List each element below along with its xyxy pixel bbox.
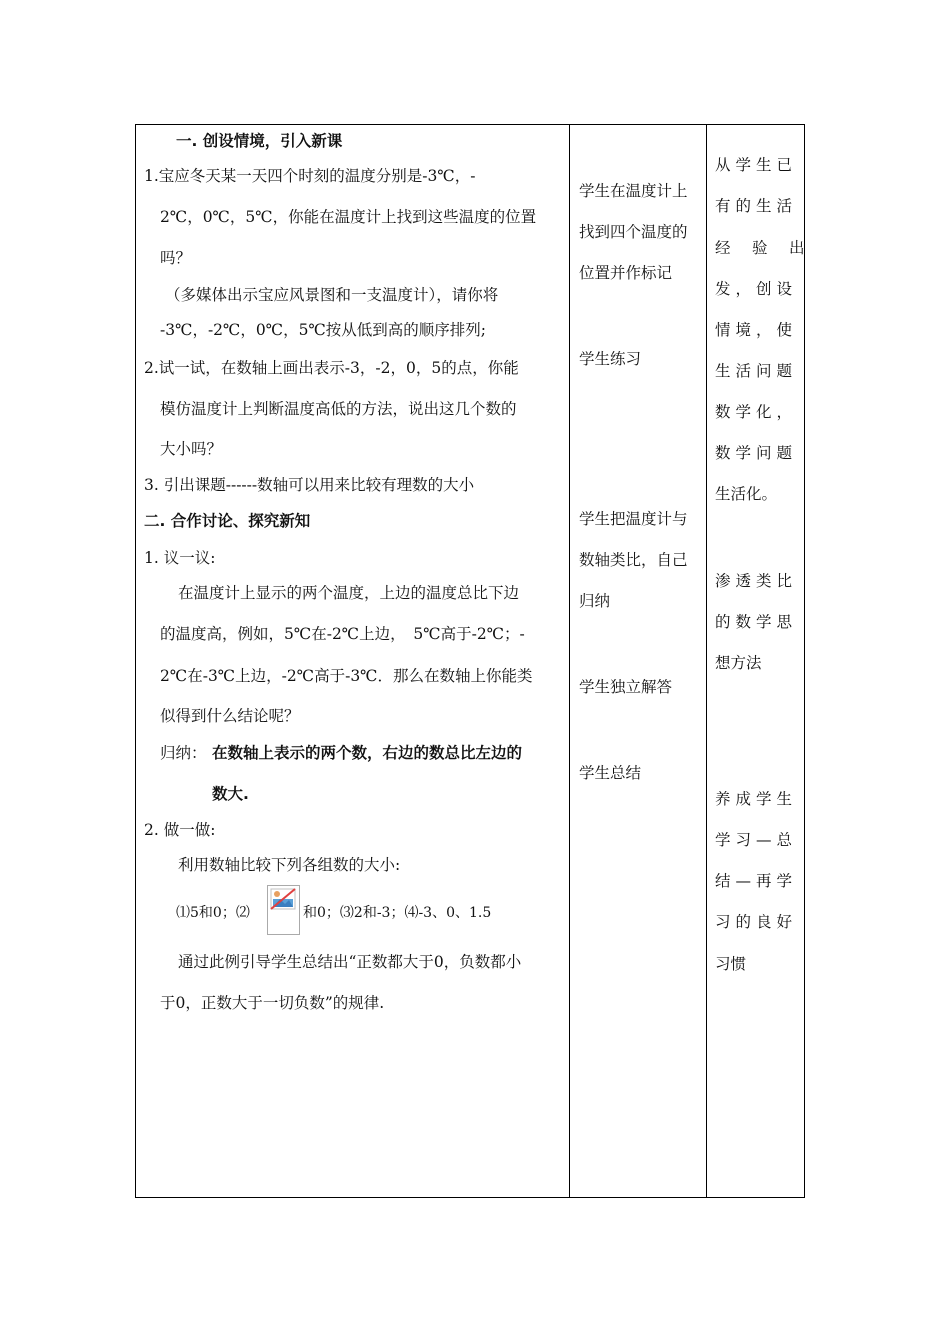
intent-line: 有的生活 bbox=[715, 197, 798, 215]
paragraph-line: 利用数轴比较下列各组数的大小: bbox=[178, 856, 401, 874]
paragraph-line: 模仿温度计上判断温度高低的方法，说出这几个数的 bbox=[160, 400, 517, 418]
activity-line: 找到四个温度的 bbox=[579, 223, 688, 241]
intent-line: 的数学思 bbox=[715, 613, 798, 631]
section-1-heading: 一. 创设情境，引入新课 bbox=[176, 132, 343, 150]
intent-line: 数学问题 bbox=[715, 444, 798, 462]
activity-line: 学生独立解答 bbox=[579, 678, 673, 696]
intent-line: 学习—总 bbox=[715, 831, 798, 849]
paragraph-line: 2℃在-3℃上边，-2℃高于-3℃．那么在数轴上你能类 bbox=[160, 667, 533, 685]
paragraph-line: 2.试一试，在数轴上画出表示-3，-2，0，5的点，你能 bbox=[144, 359, 519, 377]
intent-line: 养成学生 bbox=[715, 790, 798, 808]
conclusion-text: 在数轴上表示的两个数，右边的数总比左边的 bbox=[212, 744, 523, 762]
conclusion-text: 数大. bbox=[212, 785, 249, 803]
exercise-line-part2: 和0；⑶2和-3；⑷-3、0、1.5 bbox=[303, 905, 492, 921]
paragraph-line: 吗？ bbox=[160, 249, 192, 267]
activity-line: 学生把温度计与 bbox=[579, 510, 688, 528]
intent-line: 想方法 bbox=[715, 654, 762, 672]
intent-line: 渗透类比 bbox=[715, 572, 798, 590]
intent-line: 经 验 出 bbox=[715, 239, 808, 257]
activity-line: 数轴类比，自己 bbox=[579, 551, 688, 569]
intent-line: 习惯 bbox=[715, 955, 747, 973]
section-2-heading: 二. 合作讨论、探究新知 bbox=[144, 512, 311, 530]
intent-line: 发，创设 bbox=[715, 280, 798, 298]
activity-line: 学生在温度计上 bbox=[579, 182, 688, 200]
activity-line: 学生练习 bbox=[579, 350, 642, 368]
intent-line: 习的良好 bbox=[715, 913, 798, 931]
paragraph-line: 通过此例引导学生总结出“正数都大于0，负数都小 bbox=[178, 953, 522, 971]
exercise-line-part1: ⑴5和0；⑵ bbox=[176, 905, 250, 921]
activity-line: 学生总结 bbox=[579, 764, 642, 782]
paragraph-line: 的温度高，例如，5℃在-2℃上边， 5℃高于-2℃；- bbox=[160, 625, 525, 643]
column-divider-2 bbox=[706, 125, 707, 1197]
paragraph-line: 1.宝应冬天某一天四个时刻的温度分别是-3℃，- bbox=[144, 167, 476, 185]
paragraph-line: 2. 做一做: bbox=[144, 821, 216, 839]
paragraph-line: 似得到什么结论呢？ bbox=[160, 707, 300, 725]
broken-image-icon bbox=[267, 885, 300, 935]
paragraph-line: 大小吗？ bbox=[160, 440, 223, 458]
paragraph-line: 2℃，0℃，5℃，你能在温度计上找到这些温度的位置 bbox=[160, 208, 537, 226]
intent-line: 生活问题 bbox=[715, 362, 798, 380]
column-divider-1 bbox=[569, 125, 570, 1197]
intent-line: 从学生已 bbox=[715, 156, 798, 174]
paragraph-line: （多媒体出示宝应风景图和一支温度计），请你将 bbox=[165, 286, 499, 304]
conclusion-label: 归纳： bbox=[160, 744, 207, 762]
intent-line: 生活化。 bbox=[715, 485, 778, 503]
paragraph-line: 3. 引出课题------数轴可以用来比较有理数的大小 bbox=[144, 476, 475, 494]
paragraph-line: 于0，正数大于一切负数”的规律. bbox=[160, 994, 385, 1012]
intent-line: 情境，使 bbox=[715, 321, 798, 339]
paragraph-line: 1. 议一议: bbox=[144, 549, 216, 567]
intent-line: 结—再学 bbox=[715, 872, 798, 890]
paragraph-line: -3℃，-2℃，0℃，5℃按从低到高的顺序排列; bbox=[160, 321, 487, 339]
intent-line: 数学化， bbox=[715, 403, 798, 421]
activity-line: 归纳 bbox=[579, 592, 611, 610]
activity-line: 位置并作标记 bbox=[579, 264, 673, 282]
paragraph-line: 在温度计上显示的两个温度，上边的温度总比下边 bbox=[178, 584, 520, 602]
